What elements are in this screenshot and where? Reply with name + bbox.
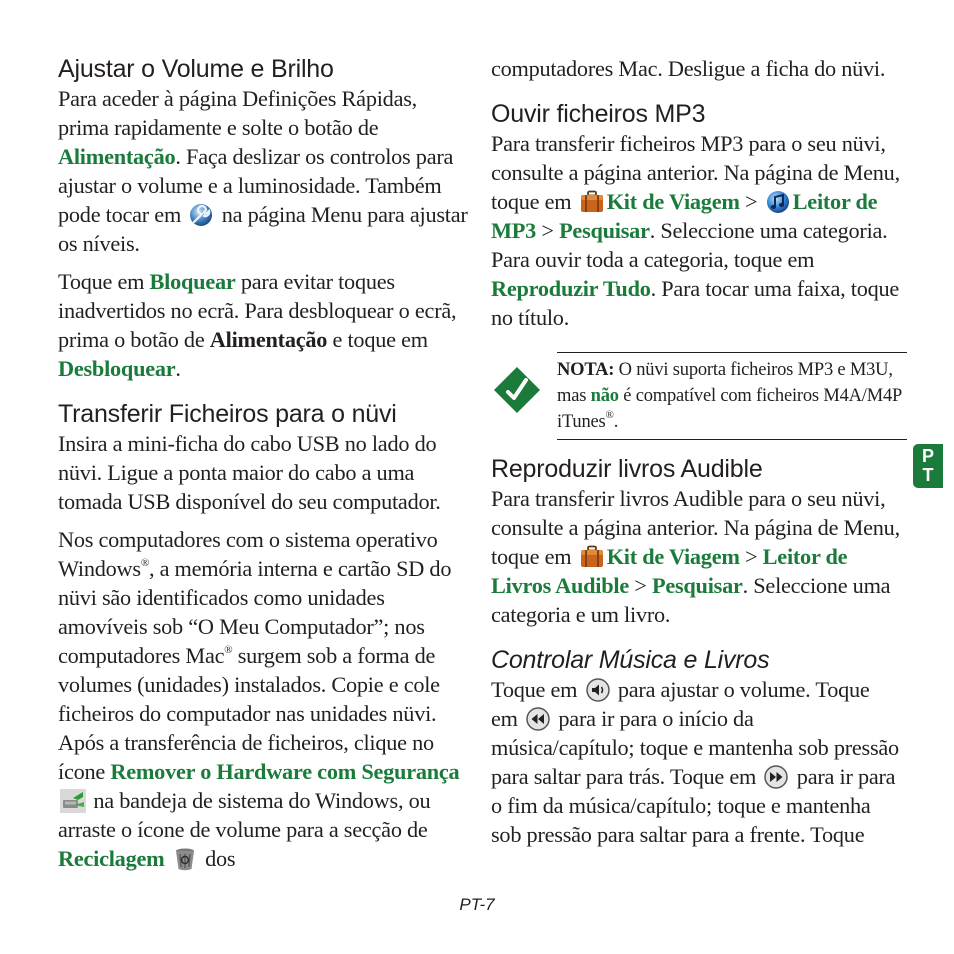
paragraph-audible: Para transferir livros Audible para o seu nüvi, consulte a página anterior. Na página de Menu, toque em Kit de Viagem > Leitor de Livros Audible > Pesquisar. Seleccione uma categoria e um livro. [491,486,900,627]
note-label: NOTA: [557,360,615,380]
suitcase-icon [579,545,605,569]
tab-letter-t: T [922,465,934,485]
heading-control-music: Controlar Música e Livros [491,646,770,674]
page-number: PT-7 [459,895,495,914]
heading-mp3: Ouvir ficheiros MP3 [491,100,706,128]
language-tab [913,444,943,488]
paragraph-continued: computadores Mac. Desligue a ficha do nüvi. [491,56,886,81]
note-box [491,352,901,438]
tab-letter-p: P [921,446,934,466]
link-kit-de-viagem-2: Kit de Viagem [606,544,740,569]
link-leitor-livros-audible: Leitor de Livros Audible [491,544,848,598]
link-kit-de-viagem: Kit de Viagem [606,189,740,214]
link-pesquisar-2: Pesquisar [651,573,743,598]
note-text: NOTA: O nüvi suporta ficheiros MP3 e M3U, mas não é compatível com ficheiros M4A/M4P iTunes®. [557,360,902,432]
link-remove-hardware: Remover o Hardware com Segurança [110,759,460,784]
music-note-icon [765,190,791,214]
right-column [491,54,901,849]
link-pesquisar: Pesquisar [559,218,650,243]
link-leitor-mp3: Leitor de MP3 [491,189,878,243]
paragraph-lock-screen: Toque em Bloquear para evitar toques inadvertidos no ecrã. Para desbloquear o ecrã, prima o botão de Alimentação e toque em Desbloquear. [58,269,457,381]
link-alimentacao: Alimentação [58,144,176,169]
heading-volume-brightness: Ajustar o Volume e Brilho [58,55,334,83]
volume-icon [585,678,611,702]
rewind-icon [525,707,551,731]
link-desbloquear: Desbloquear [58,356,176,381]
suitcase-icon [579,190,605,214]
link-reproduzir-tudo: Reproduzir Tudo [491,276,651,301]
fast-forward-icon [763,765,789,789]
heading-audible: Reproduzir livros Audible [491,455,763,483]
left-column [58,54,468,873]
paragraph-volume-brightness: Para aceder à página Definições Rápidas, prima rapidamente e solte o botão de Alimentação. Faça deslizar os controlos para ajustar o volume e a luminosidade. Também pode tocar em na página Menu para ajustar os níveis. [58,86,468,256]
paragraph-mp3: Para transferir ficheiros MP3 para o seu nüvi, consulte a página anterior. Na página de Menu, toque em Kit de Viagem > Leitor de MP3 > Pesquisar. Seleccione uma categoria. Para ouvir toda a categoria, toque em Reproduzir Tudo. Para tocar uma faixa, toque no título. [491,131,900,330]
check-note-icon [493,366,541,414]
link-bloquear: Bloquear [149,269,236,294]
link-reciclagem: Reciclagem [58,846,165,871]
paragraph-control-music: Toque em para ajustar o volume. Toque em para ir para o início da música/capítulo; toque e mantenha sob pressão para saltar para trás. Toque em para ir para o fim da música/capítulo; toque e mantenha sob pressão para saltar para a frente. Toque [491,677,899,847]
recycle-bin-icon [172,847,198,871]
heading-transfer-files: Transferir Ficheiros para o nüvi [58,400,397,428]
safely-remove-hardware-icon [60,789,86,813]
note-emphasis: não [590,386,619,406]
paragraph-computers: Nos computadores com o sistema operativo Windows®, a memória interna e cartão SD do nüvi são identificados como unidades amovíveis sob “O Meu Computador”; nos computadores Mac® surgem sob a forma de volumes (unidades) instalados. Copie e cole ficheiros do computador nas unidades nüvi. Após a transferência de ficheiros, clique no ícone Remover o Hardware com Segurança na bandeja de sistema do Windows, ou arraste o ícone de volume para a secção de Reciclagem dos [58,527,460,871]
settings-wrench-icon [188,203,214,227]
paragraph-usb-cable: Insira a mini-ficha do cabo USB no lado do nüvi. Ligue a ponta maior do cabo a uma tomada USB disponível do seu computador. [58,431,441,514]
